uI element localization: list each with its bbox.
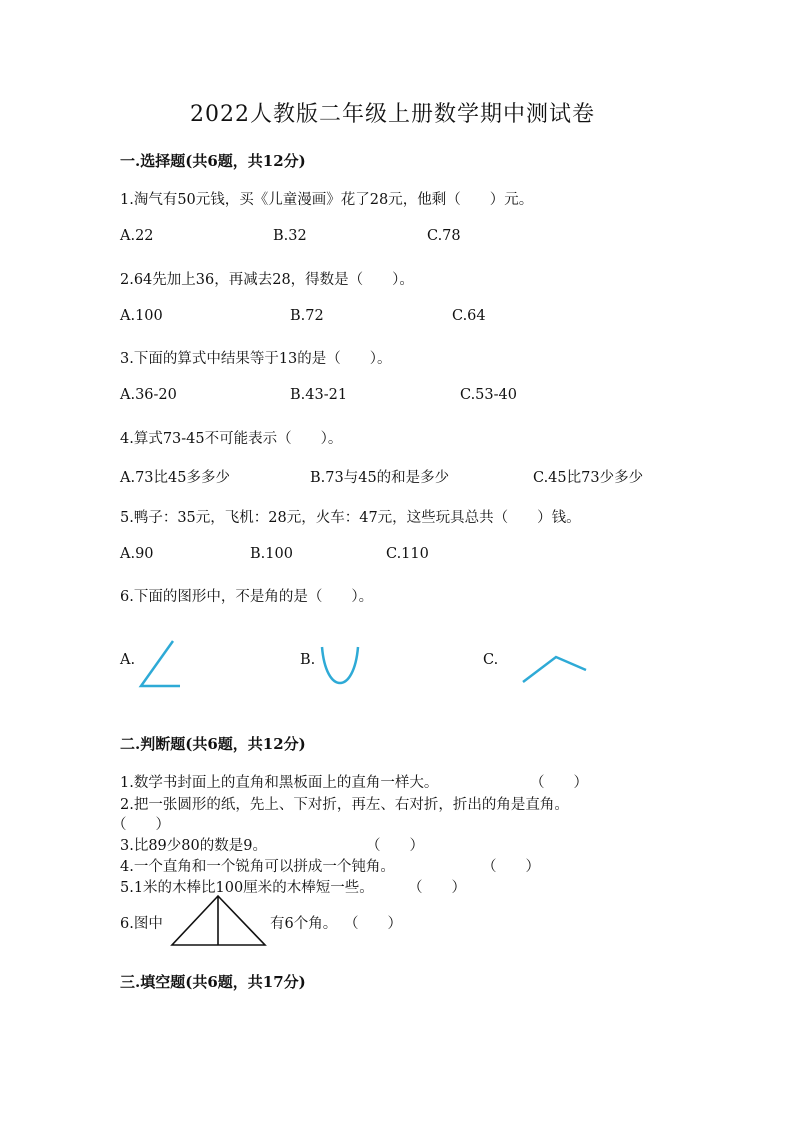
question-text: 5.鸭子：35元，飞机：28元，火车：47元，这些玩具总共（ ）钱。 xyxy=(120,510,581,526)
judgement-question: 2.把一张圆形的纸，先上、下对折，再左、右对折，折出的角是直角。 xyxy=(120,797,569,813)
section-heading-choice: 一.选择题(共6题，共12分) xyxy=(120,152,306,170)
option-a[interactable]: A.73比45多多少 xyxy=(120,470,230,486)
answer-blank[interactable]: （ ） xyxy=(344,916,402,932)
curve-line-b xyxy=(322,647,358,683)
judgement-question: 3.比89少80的数是9。 xyxy=(120,838,267,854)
answer-blank[interactable]: （ ） xyxy=(408,880,466,896)
option-a[interactable]: A. xyxy=(120,652,136,668)
option-c[interactable]: C.64 xyxy=(452,308,486,324)
option-c[interactable]: C.110 xyxy=(386,546,429,562)
section-heading-judgement: 二.判断题(共6题，共12分) xyxy=(120,735,306,753)
curve-figure-b xyxy=(318,645,363,691)
question-text: 3.下面的算式中结果等于13的是（ ）。 xyxy=(120,351,392,367)
option-b[interactable]: B.43-21 xyxy=(290,387,348,403)
answer-blank[interactable]: （ ） xyxy=(366,838,424,854)
triangle-figure xyxy=(170,894,268,948)
option-c[interactable]: C.53-40 xyxy=(460,387,517,403)
answer-blank[interactable]: （ ） xyxy=(112,817,170,833)
option-a[interactable]: A.90 xyxy=(120,546,154,562)
angle-figure-c xyxy=(520,652,590,686)
option-a[interactable]: A.22 xyxy=(120,228,154,244)
question-text: 2.64先加上36，再减去28，得数是（ ）。 xyxy=(120,272,414,288)
answer-blank[interactable]: （ ） xyxy=(530,775,588,791)
angle-line-c xyxy=(523,657,586,682)
judgement-question-tail: 有6个角。 xyxy=(270,916,338,932)
option-c[interactable]: C.45比73少多少 xyxy=(533,470,644,486)
question-text: 4.算式73-45不可能表示（ ）。 xyxy=(120,431,343,447)
judgement-question: 4.一个直角和一个锐角可以拼成一个钝角。 xyxy=(120,859,395,875)
option-b[interactable]: B.73与45的和是多少 xyxy=(310,470,450,486)
option-c[interactable]: C.78 xyxy=(427,228,461,244)
option-c[interactable]: C. xyxy=(483,652,499,668)
page-title: 2022人教版二年级上册数学期中测试卷 xyxy=(190,102,595,127)
question-text: 6.下面的图形中，不是角的是（ ）。 xyxy=(120,589,374,605)
option-a[interactable]: A.36-20 xyxy=(120,387,177,403)
judgement-question: 6.图中 xyxy=(120,916,163,932)
option-b[interactable]: B.72 xyxy=(290,308,324,324)
judgement-question: 5.1米的木棒比100厘米的木棒短一些。 xyxy=(120,880,374,896)
judgement-question: 1.数学书封面上的直角和黑板面上的直角一样大。 xyxy=(120,775,439,791)
option-b[interactable]: B.32 xyxy=(273,228,307,244)
angle-line-a xyxy=(141,641,180,686)
answer-blank[interactable]: （ ） xyxy=(482,859,540,875)
question-text: 1.淘气有50元钱，买《儿童漫画》花了28元，他剩（ ）元。 xyxy=(120,192,534,208)
option-b[interactable]: B. xyxy=(300,652,316,668)
angle-figure-a xyxy=(138,638,183,690)
option-b[interactable]: B.100 xyxy=(250,546,293,562)
option-a[interactable]: A.100 xyxy=(120,308,163,324)
section-heading-fill: 三.填空题(共6题，共17分) xyxy=(120,973,306,991)
